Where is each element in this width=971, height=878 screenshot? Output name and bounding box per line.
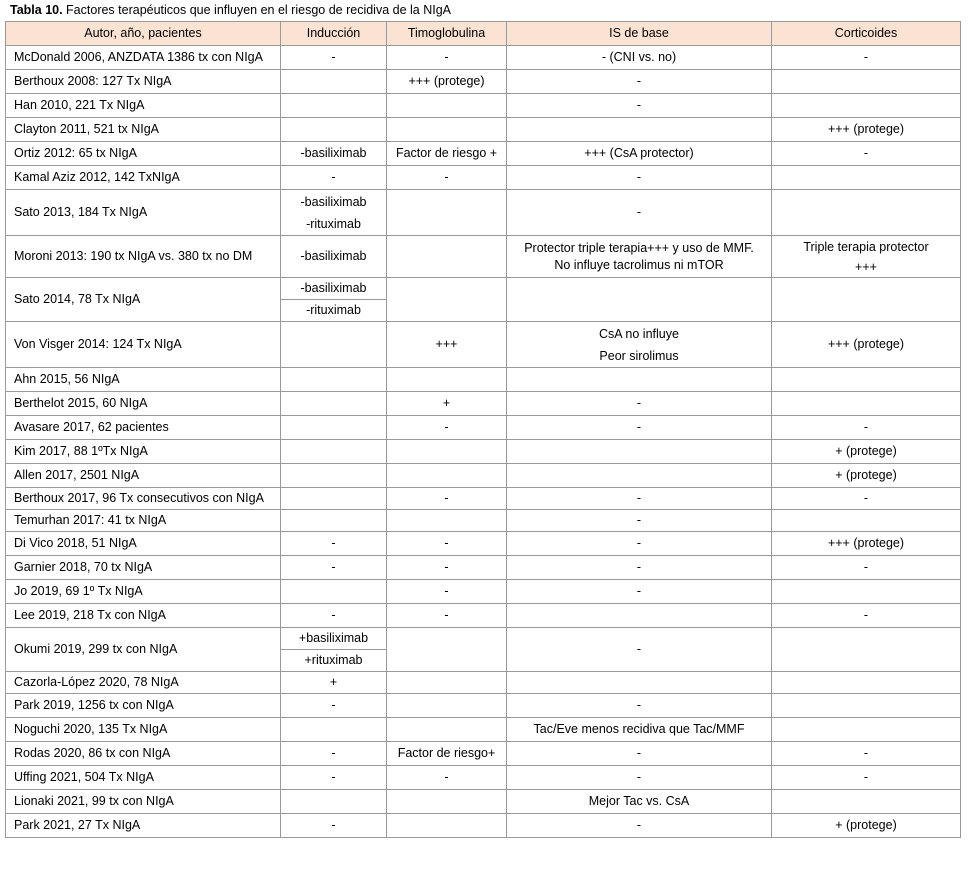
cell-corticoids <box>772 190 961 236</box>
cell-thymoglobulin: Factor de riesgo+ <box>387 742 507 766</box>
header-thymoglobulin: Timoglobulina <box>387 22 507 46</box>
cell-corticoids <box>772 628 961 672</box>
table-row <box>6 142 961 166</box>
cell-induction: - <box>281 694 387 718</box>
table-row <box>6 236 961 278</box>
recurrence-factors-table <box>5 21 961 838</box>
cell-corticoids: - <box>772 604 961 628</box>
cell-baseline-is: - <box>507 766 772 790</box>
cell-baseline-is <box>507 278 772 322</box>
cell-baseline-is: - <box>507 628 772 672</box>
cell-baseline-is <box>507 464 772 488</box>
header-corticoids: Corticoides <box>772 22 961 46</box>
cell-thymoglobulin <box>387 790 507 814</box>
cell-corticoids <box>772 368 961 392</box>
cell-author: Allen 2017, 2501 NIgA <box>6 464 281 488</box>
cell-induction: +rituximab <box>281 650 387 672</box>
cell-induction: - <box>281 814 387 838</box>
cell-induction <box>281 464 387 488</box>
table-row <box>6 118 961 142</box>
cell-induction: - <box>281 742 387 766</box>
cell-thymoglobulin: +++ <box>387 322 507 368</box>
cell-author: Di Vico 2018, 51 NIgA <box>6 532 281 556</box>
cell-thymoglobulin: - <box>387 580 507 604</box>
cell-author: Avasare 2017, 62 pacientes <box>6 416 281 440</box>
cell-author: Han 2010, 221 Tx NIgA <box>6 94 281 118</box>
cell-baseline-is: - <box>507 556 772 580</box>
cell-corticoids <box>772 236 961 278</box>
induction-line: -basiliximab <box>300 194 367 209</box>
cell-thymoglobulin <box>387 694 507 718</box>
cell-induction: - <box>281 766 387 790</box>
table-row <box>6 464 961 488</box>
table-row <box>6 368 961 392</box>
cell-corticoids: - <box>772 416 961 440</box>
cell-corticoids <box>772 510 961 532</box>
table-row <box>6 166 961 190</box>
cell-thymoglobulin <box>387 718 507 742</box>
cell-baseline-is <box>507 672 772 694</box>
cell-corticoids <box>772 694 961 718</box>
cell-corticoids: - <box>772 742 961 766</box>
table-row <box>6 440 961 464</box>
cell-induction <box>281 580 387 604</box>
cell-baseline-is <box>507 440 772 464</box>
cell-induction <box>281 368 387 392</box>
cell-corticoids <box>772 790 961 814</box>
cell-author: Berthelot 2015, 60 NIgA <box>6 392 281 416</box>
cell-baseline-is <box>507 322 772 368</box>
cell-induction <box>281 190 387 236</box>
cell-thymoglobulin: - <box>387 766 507 790</box>
table-row <box>6 278 961 300</box>
cell-author: Uffing 2021, 504 Tx NIgA <box>6 766 281 790</box>
table-row <box>6 322 961 368</box>
cell-induction <box>281 510 387 532</box>
cell-author: Cazorla-López 2020, 78 NIgA <box>6 672 281 694</box>
cell-thymoglobulin <box>387 368 507 392</box>
cell-thymoglobulin <box>387 278 507 322</box>
cell-thymoglobulin <box>387 190 507 236</box>
cell-baseline-is: - <box>507 742 772 766</box>
cell-baseline-is: Mejor Tac vs. CsA <box>507 790 772 814</box>
cell-baseline-is <box>507 236 772 278</box>
table-row <box>6 46 961 70</box>
cell-induction: -basiliximab <box>281 142 387 166</box>
cell-induction <box>281 790 387 814</box>
cell-baseline-is: - <box>507 94 772 118</box>
cell-author: Berthoux 2008: 127 Tx NIgA <box>6 70 281 94</box>
cell-author: Park 2021, 27 Tx NIgA <box>6 814 281 838</box>
cell-author: Park 2019, 1256 tx con NIgA <box>6 694 281 718</box>
cell-thymoglobulin <box>387 628 507 672</box>
cell-thymoglobulin: - <box>387 488 507 510</box>
cell-corticoids: + (protege) <box>772 464 961 488</box>
cell-baseline-is: - <box>507 532 772 556</box>
table-row <box>6 580 961 604</box>
cell-corticoids <box>772 278 961 322</box>
cell-author: Kamal Aziz 2012, 142 TxNIgA <box>6 166 281 190</box>
cell-baseline-is: - <box>507 392 772 416</box>
cell-thymoglobulin <box>387 510 507 532</box>
cell-corticoids: - <box>772 766 961 790</box>
cell-thymoglobulin <box>387 464 507 488</box>
cell-thymoglobulin <box>387 236 507 278</box>
cell-thymoglobulin: - <box>387 556 507 580</box>
cell-author: Jo 2019, 69 1º Tx NIgA <box>6 580 281 604</box>
cell-thymoglobulin <box>387 672 507 694</box>
table-row <box>6 190 961 236</box>
table-row <box>6 790 961 814</box>
table-row <box>6 766 961 790</box>
cell-corticoids <box>772 580 961 604</box>
cell-baseline-is: - <box>507 488 772 510</box>
cell-corticoids <box>772 166 961 190</box>
table-row <box>6 70 961 94</box>
cell-baseline-is <box>507 118 772 142</box>
caption-label: Tabla 10. <box>10 3 63 17</box>
cell-author: Clayton 2011, 521 tx NIgA <box>6 118 281 142</box>
cell-baseline-is: - <box>507 694 772 718</box>
cell-corticoids: - <box>772 142 961 166</box>
cell-baseline-is: - <box>507 510 772 532</box>
cell-corticoids: - <box>772 488 961 510</box>
cell-induction: +basiliximab <box>281 628 387 650</box>
cell-induction <box>281 416 387 440</box>
table-row <box>6 628 961 650</box>
caption-text: Factores terapéuticos que influyen en el riesgo de recidiva de la NIgA <box>62 3 451 17</box>
table-caption <box>10 2 451 18</box>
table-row <box>6 94 961 118</box>
cell-corticoids: + (protege) <box>772 814 961 838</box>
cell-baseline-is: - <box>507 580 772 604</box>
cell-author: Sato 2014, 78 Tx NIgA <box>6 278 281 322</box>
cell-author: Lee 2019, 218 Tx con NIgA <box>6 604 281 628</box>
cell-induction <box>281 118 387 142</box>
table-row <box>6 510 961 532</box>
cell-corticoids <box>772 70 961 94</box>
table-row <box>6 556 961 580</box>
cell-corticoids: - <box>772 556 961 580</box>
corticoids-line: +++ <box>855 259 877 274</box>
induction-line: -rituximab <box>306 216 361 231</box>
cell-corticoids <box>772 94 961 118</box>
is-line: Protector triple terapia+++ y uso de MMF. <box>524 240 754 255</box>
cell-corticoids <box>772 392 961 416</box>
cell-author: Temurhan 2017: 41 tx NIgA <box>6 510 281 532</box>
cell-induction <box>281 322 387 368</box>
cell-author: Garnier 2018, 70 tx NIgA <box>6 556 281 580</box>
cell-author: Berthoux 2017, 96 Tx consecutivos con NIgA <box>6 488 281 510</box>
cell-thymoglobulin <box>387 94 507 118</box>
cell-corticoids: +++ (protege) <box>772 118 961 142</box>
cell-baseline-is: - <box>507 814 772 838</box>
cell-baseline-is: - <box>507 70 772 94</box>
cell-baseline-is <box>507 368 772 392</box>
cell-induction: - <box>281 46 387 70</box>
cell-thymoglobulin: - <box>387 166 507 190</box>
cell-corticoids <box>772 718 961 742</box>
table-header-row <box>6 22 961 46</box>
cell-thymoglobulin <box>387 118 507 142</box>
cell-baseline-is: - <box>507 190 772 236</box>
cell-author: McDonald 2006, ANZDATA 1386 tx con NIgA <box>6 46 281 70</box>
cell-induction: -basiliximab <box>281 236 387 278</box>
cell-thymoglobulin: + <box>387 392 507 416</box>
cell-author: Ahn 2015, 56 NIgA <box>6 368 281 392</box>
cell-baseline-is: Tac/Eve menos recidiva que Tac/MMF <box>507 718 772 742</box>
cell-author: Sato 2013, 184 Tx NIgA <box>6 190 281 236</box>
cell-author: Kim 2017, 88 1ºTx NIgA <box>6 440 281 464</box>
cell-corticoids: +++ (protege) <box>772 322 961 368</box>
table-row <box>6 718 961 742</box>
table-row <box>6 392 961 416</box>
header-induction: Inducción <box>281 22 387 46</box>
cell-thymoglobulin: - <box>387 416 507 440</box>
cell-thymoglobulin <box>387 814 507 838</box>
cell-thymoglobulin: - <box>387 604 507 628</box>
cell-induction: - <box>281 556 387 580</box>
table-row <box>6 742 961 766</box>
cell-induction: - <box>281 166 387 190</box>
cell-induction: + <box>281 672 387 694</box>
cell-corticoids: +++ (protege) <box>772 532 961 556</box>
is-line: Peor sirolimus <box>599 348 679 363</box>
cell-author: Von Visger 2014: 124 Tx NIgA <box>6 322 281 368</box>
cell-author: Lionaki 2021, 99 tx con NIgA <box>6 790 281 814</box>
cell-baseline-is: - <box>507 416 772 440</box>
cell-baseline-is: +++ (CsA protector) <box>507 142 772 166</box>
cell-induction <box>281 718 387 742</box>
header-baseline-is: IS de base <box>507 22 772 46</box>
cell-thymoglobulin <box>387 440 507 464</box>
cell-baseline-is: - <box>507 166 772 190</box>
is-line: No influye tacrolimus ni mTOR <box>554 257 724 272</box>
table-row <box>6 532 961 556</box>
cell-corticoids: + (protege) <box>772 440 961 464</box>
table-row <box>6 604 961 628</box>
cell-corticoids: - <box>772 46 961 70</box>
cell-corticoids <box>772 672 961 694</box>
corticoids-line: Triple terapia protector <box>803 239 929 254</box>
table-row <box>6 488 961 510</box>
cell-induction <box>281 94 387 118</box>
cell-induction <box>281 392 387 416</box>
cell-induction: -rituximab <box>281 300 387 322</box>
cell-author: Ortiz 2012: 65 tx NIgA <box>6 142 281 166</box>
cell-baseline-is: - (CNI vs. no) <box>507 46 772 70</box>
header-author: Autor, año, pacientes <box>6 22 281 46</box>
cell-author: Okumi 2019, 299 tx con NIgA <box>6 628 281 672</box>
cell-induction: - <box>281 532 387 556</box>
cell-baseline-is <box>507 604 772 628</box>
table-row <box>6 416 961 440</box>
cell-thymoglobulin: Factor de riesgo + <box>387 142 507 166</box>
cell-author: Rodas 2020, 86 tx con NIgA <box>6 742 281 766</box>
cell-induction <box>281 70 387 94</box>
cell-author: Noguchi 2020, 135 Tx NIgA <box>6 718 281 742</box>
cell-thymoglobulin: - <box>387 46 507 70</box>
table-row <box>6 672 961 694</box>
table-row <box>6 814 961 838</box>
is-line: CsA no influye <box>599 326 679 341</box>
cell-thymoglobulin: - <box>387 532 507 556</box>
cell-thymoglobulin: +++ (protege) <box>387 70 507 94</box>
cell-induction <box>281 488 387 510</box>
cell-author: Moroni 2013: 190 tx NIgA vs. 380 tx no DM <box>6 236 281 278</box>
table-row <box>6 694 961 718</box>
cell-induction <box>281 440 387 464</box>
cell-induction: - <box>281 604 387 628</box>
cell-induction: -basiliximab <box>281 278 387 300</box>
